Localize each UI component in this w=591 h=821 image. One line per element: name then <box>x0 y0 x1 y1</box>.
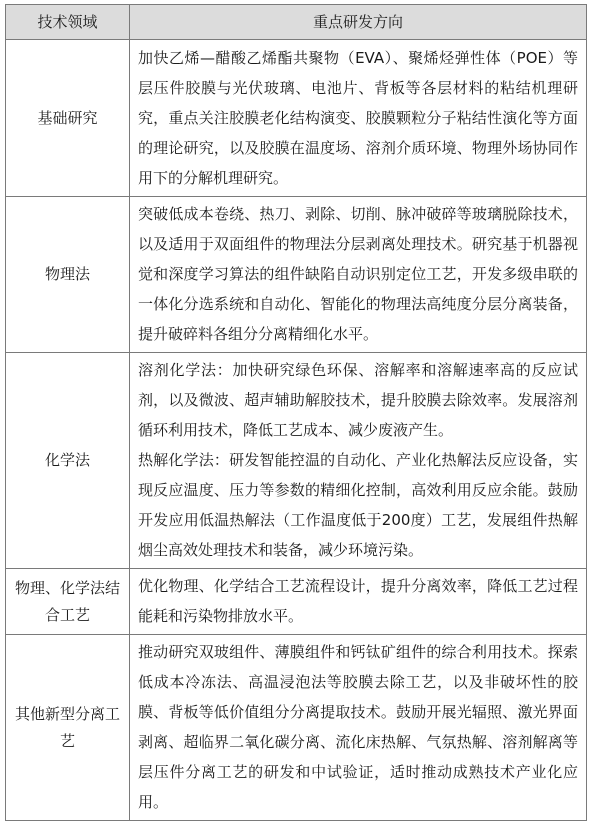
description-paragraph: 突破低成本卷绕、热刀、剥除、切削、脉冲破碎等玻璃脱除技术，以及适用于双面组件的物理法分层剥离处理技术。研究基于机器视觉和深度学习算法的组件缺陷自动识别定位工艺，开发多级串联的一体化分选系统和自动化、智能化的物理法高纯度分层分离装备，提升破碎料各组分分离精细化水平。 <box>138 205 578 343</box>
row-description <box>130 197 587 353</box>
tech-direction-table <box>5 4 587 821</box>
table-row <box>6 569 587 635</box>
table-row <box>6 197 587 353</box>
row-description <box>130 635 587 821</box>
row-field: 物理、化学法结合工艺 <box>6 569 130 635</box>
table-row <box>6 353 587 569</box>
table-row <box>6 40 587 197</box>
description-paragraph: 热解化学法：研发智能控温的自动化、产业化热解法反应设备，实现反应温度、压力等参数的精细化控制，高效利用反应余能。鼓励开发应用低温热解法（工作温度低于200度）工艺，发展组件热解烟尘高效处理技术和装备，减少环境污染。 <box>138 451 578 559</box>
table-header-row <box>6 5 587 40</box>
description-paragraph: 优化物理、化学结合工艺流程设计，提升分离效率，降低工艺过程能耗和污染物排放水平。 <box>138 577 578 625</box>
row-description <box>130 569 587 635</box>
row-field: 其他新型分离工艺 <box>6 635 130 821</box>
description-paragraph: 加快乙烯—醋酸乙烯酯共聚物（EVA）、聚烯烃弹性体（POE）等层压件胶膜与光伏玻璃、电池片、背板等各层材料的粘结机理研究，重点关注胶膜老化结构演变、胶膜颗粒分子粘结性演化等方面的理论研究，以及胶膜在温度场、溶剂介质环境、物理外场协同作用下的分解机理研究。 <box>138 48 578 187</box>
description-paragraph: 溶剂化学法：加快研究绿色环保、溶解率和溶解速率高的反应试剂，以及微波、超声辅助解胶技术，提升胶膜去除效率。发展溶剂循环利用技术，降低工艺成本、减少废液产生。 <box>138 361 578 439</box>
table-row <box>6 635 587 821</box>
row-field: 基础研究 <box>6 40 130 197</box>
row-description <box>130 40 587 197</box>
row-field: 物理法 <box>6 197 130 353</box>
description-paragraph: 推动研究双玻组件、薄膜组件和钙钛矿组件的综合利用技术。探索低成本冷冻法、高温浸泡法等胶膜去除工艺，以及非破坏性的胶膜、背板等低价值组分分离提取技术。鼓励开展光辐照、激光界面剥离、超临界二氧化碳分离、流化床热解、气氛热解、溶剂解离等层压件分离工艺的研发和中试验证，适时推动成熟技术产业化应用。 <box>138 643 578 811</box>
header-rd-direction: 重点研发方向 <box>130 5 587 40</box>
header-tech-field: 技术领域 <box>6 5 130 40</box>
row-field: 化学法 <box>6 353 130 569</box>
row-description <box>130 353 587 569</box>
